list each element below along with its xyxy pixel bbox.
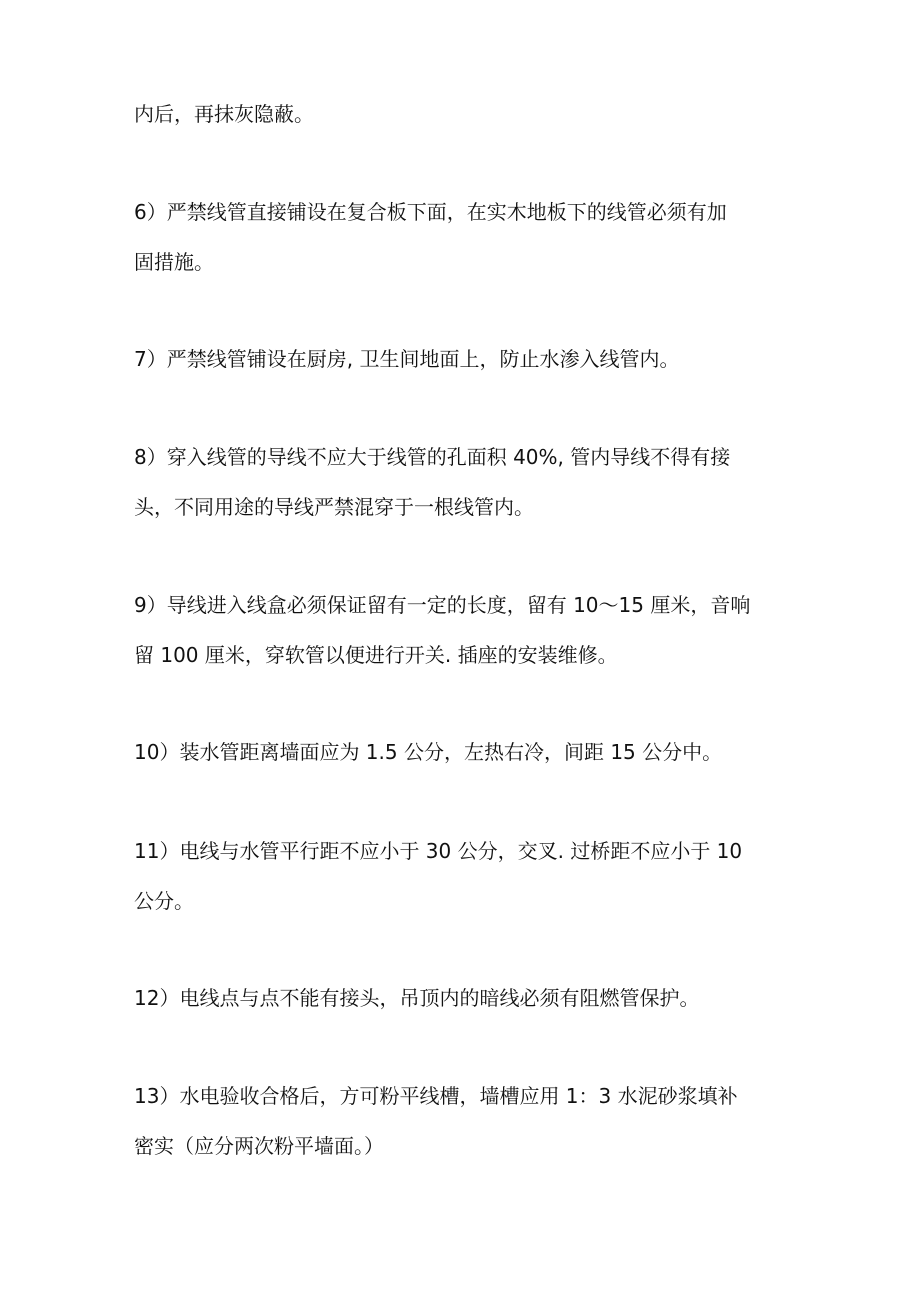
- paragraph-item-7: 7）严禁线管铺设在厨房, 卫生间地面上，防止水渗入线管内。: [134, 347, 680, 371]
- paragraph-item-13: 13）水电验收合格后，方可粉平线槽，墙槽应用 1：3 水泥砂浆填补 密实（应分两次粉平墙面。）: [134, 1084, 738, 1158]
- paragraph-item-9: 9）导线进入线盒必须保证留有一定的长度，留有 10～15 厘米，音响 留 100 厘米，穿软管以便进行开关. 插座的安装维修。: [134, 593, 751, 667]
- paragraph-continuation: 内后，再抹灰隐蔽。: [134, 102, 314, 126]
- paragraph-item-6: 6）严禁线管直接铺设在复合板下面，在实木地板下的线管必须有加 固措施。: [134, 200, 727, 274]
- paragraph-item-11: 11）电线与水管平行距不应小于 30 公分，交叉. 过桥距不应小于 10 公分。: [134, 839, 743, 913]
- paragraph-item-12: 12）电线点与点不能有接头，吊顶内的暗线必须有阻燃管保护。: [134, 986, 700, 1010]
- paragraph-item-10: 10）装水管距离墙面应为 1.5 公分，左热右冷，间距 15 公分中。: [134, 740, 723, 764]
- paragraph-item-8: 8）穿入线管的导线不应大于线管的孔面积 40%, 管内导线不得有接 头，不同用途的导线严禁混穿于一根线管内。: [134, 445, 731, 519]
